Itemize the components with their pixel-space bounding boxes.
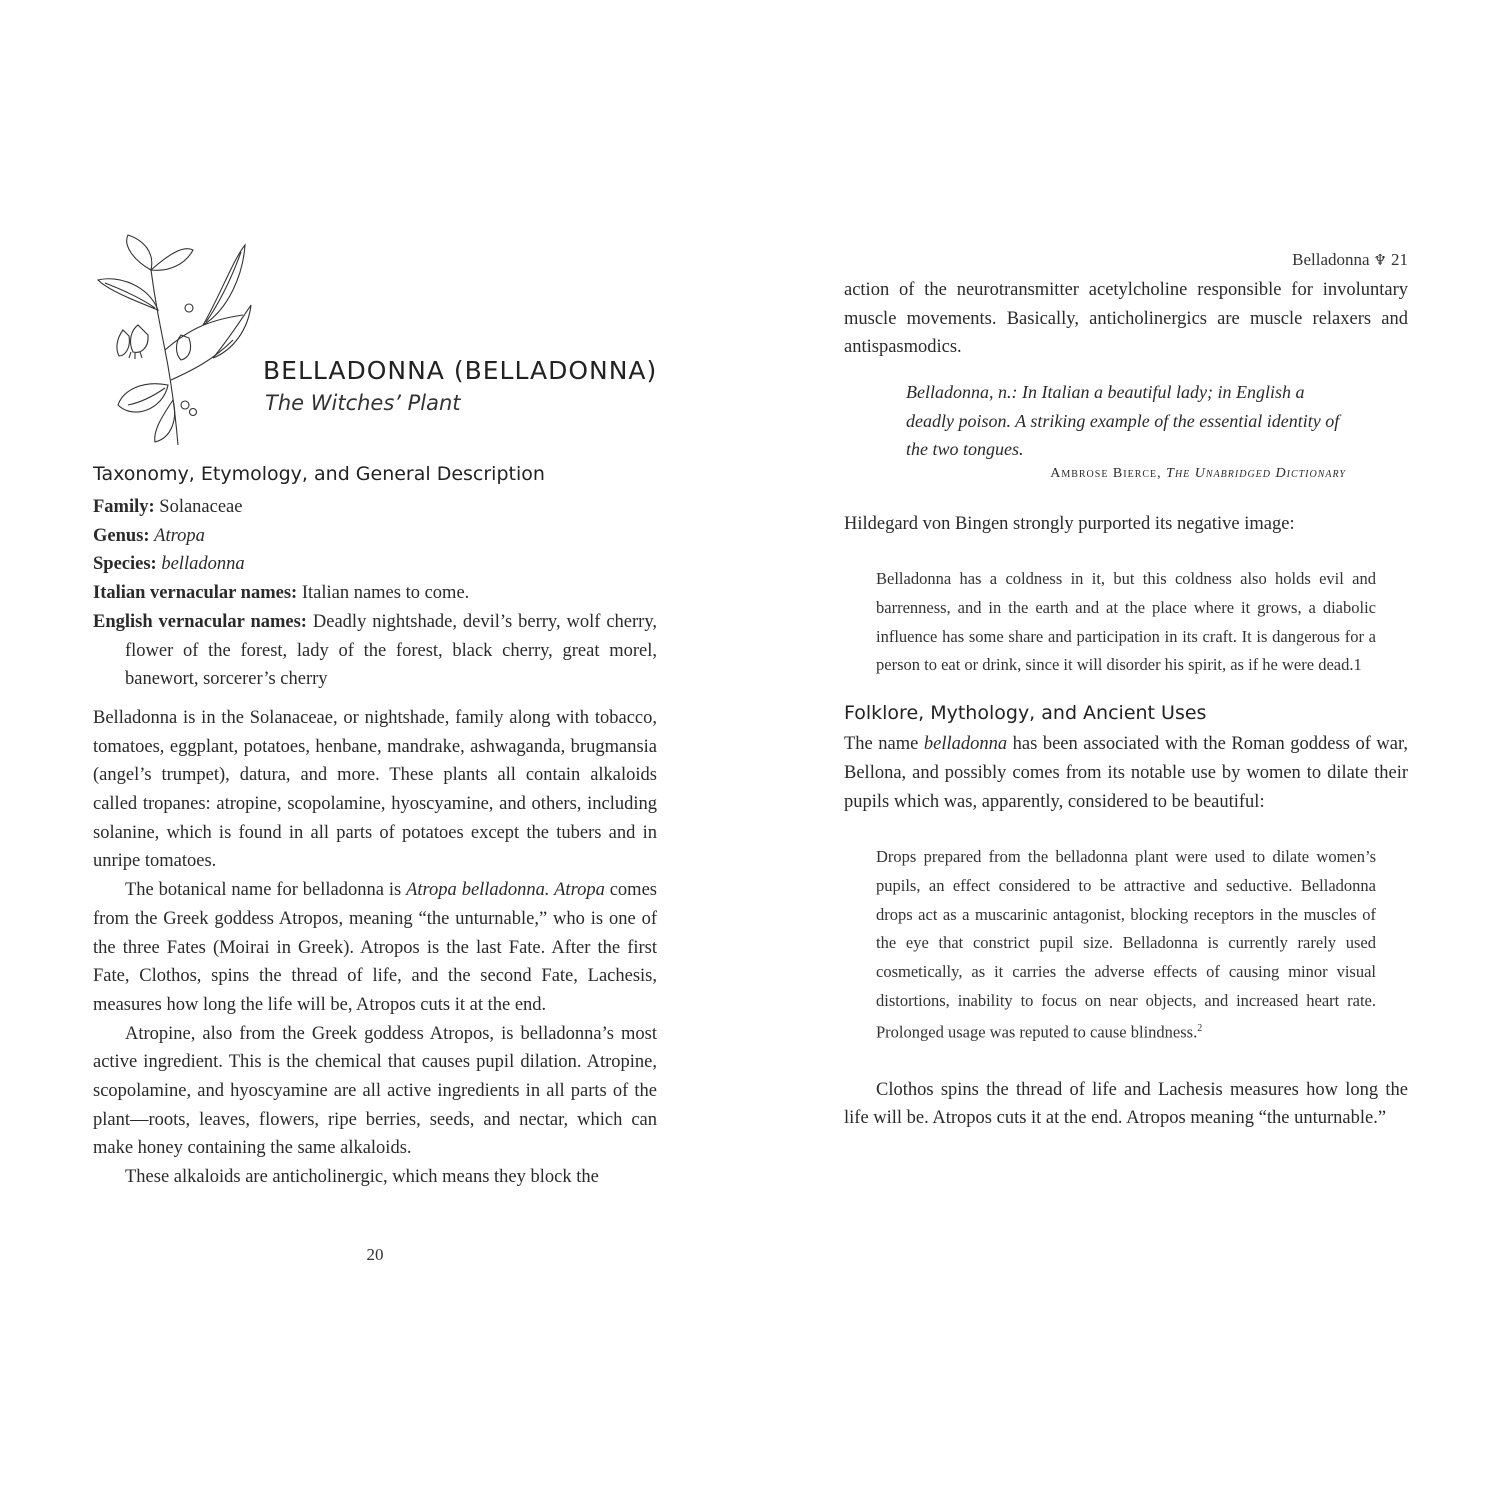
body-paragraph: Hildegard von Bingen strongly purported its negative image: xyxy=(844,513,1295,534)
section-heading-taxonomy: Taxonomy, Etymology, and General Description xyxy=(93,463,545,485)
body-paragraph: The botanical name for belladonna is Atropa belladonna. Atropa comes from the Greek goddess Atropos, meaning “the unturnable,” who is one of the three Fates (Moirai in Greek). Atropos is the last Fate. After the first Fate, Clothos, spins the thread of life, and the second Fate, Lachesis, measures how long the life will be, Atropos cuts it at the end. xyxy=(93,880,657,1015)
taxonomy-italian-names: Italian vernacular names: Italian names to come. xyxy=(93,583,470,604)
page-number: 20 xyxy=(366,1245,384,1264)
taxonomy-list xyxy=(93,493,657,694)
running-head: Belladonna ♆ 21 xyxy=(1292,250,1408,269)
left-page-body xyxy=(93,463,657,1192)
epigraph-attribution: Ambrose Bierce, The Unabridged Dictionary xyxy=(1050,465,1346,481)
body-paragraph: action of the neurotransmitter acetylcholine responsible for involuntary muscle movements. Basically, anticholinergics are muscle relaxers and antispasmodics. xyxy=(844,280,1408,358)
epigraph-text: Belladonna, n.: In Italian a beautiful lady; in English a deadly poison. A striking example of the essential identity of the two tongues. xyxy=(906,382,1340,460)
taxonomy-english-names: English vernacular names: Deadly nightshade, devil’s berry, wolf cherry, flower of the forest, lady of the forest, black cherry, great morel, banewort, sorcerer’s cherry xyxy=(93,611,657,690)
chapter-title-block xyxy=(263,356,663,415)
taxonomy-genus: Genus: Atropa xyxy=(93,525,205,546)
body-paragraph: The name belladonna has been associated with the Roman goddess of war, Bellona, and possibly comes from its notable use by women to dilate their pupils which was, apparently, considered to be beautiful: xyxy=(844,734,1408,812)
body-paragraph: These alkaloids are anticholinergic, which means they block the xyxy=(125,1167,599,1188)
taxonomy-species: Species: belladonna xyxy=(93,554,245,575)
block-quote: Belladonna has a coldness in it, but this coldness also holds evil and barrenness, and in the earth and at the place where it grows, a diabolic influence has some share and participation in its craft. It is dangerous for a person to eat or drink, since it will disorder his spirit, as if he were dead.1 xyxy=(876,569,1376,675)
taxonomy-family: Family: Solanaceae xyxy=(93,497,243,517)
right-page xyxy=(844,250,1408,1133)
body-paragraph: Belladonna is in the Solanaceae, or nightshade, family along with tobacco, tomatoes, eggplant, potatoes, henbane, mandrake, ashwaganda, brugmansia (angel’s trumpet), datura, and more. These plants all contain alkaloids called tropanes: atropine, scopolamine, hyoscyamine, and others, including solanine, which is found in all parts of potatoes except the tubers and in unripe tomatoes. xyxy=(93,707,657,872)
footnote-marker: 2 xyxy=(1197,1023,1203,1035)
trident-icon: ♆ xyxy=(1373,251,1387,269)
chapter-subtitle: The Witches’ Plant xyxy=(265,391,461,415)
block-quote: Drops prepared from the belladonna plant were used to dilate women’s pupils, an effect considered to be attractive and seductive. Belladonna drops act as a muscarinic antagonist, blocking receptors in the muscles of the eye that constrict pupil size. Belladonna is currently rarely used cosmetically, as it carries the adverse effects of causing minor visual distortions, inability to focus on near objects, and increased heart rate. Prolonged usage was reputed to cause blindness.$^2$ xyxy=(876,847,1376,1042)
body-paragraph: Clothos spins the thread of life and Lachesis measures how long the life will be. Atropos cuts it at the end. Atropos meaning “the unturnable.” xyxy=(844,1079,1408,1129)
section-heading-folklore: Folklore, Mythology, and Ancient Uses xyxy=(844,702,1207,725)
body-paragraph: Atropine, also from the Greek goddess Atropos, is belladonna’s most active ingredient. This is the chemical that causes pupil dilation. Atropine, scopolamine, and hyoscyamine are all active ingredients in all parts of the plant—roots, leaves, flowers, ripe berries, seeds, and nectar, which can make honey containing the same alkaloids. xyxy=(93,1023,657,1159)
epigraph xyxy=(906,378,1346,482)
chapter-title: BELLADONNA (BELLADONNA) xyxy=(263,356,658,385)
belladonna-plant-illustration xyxy=(93,230,253,450)
